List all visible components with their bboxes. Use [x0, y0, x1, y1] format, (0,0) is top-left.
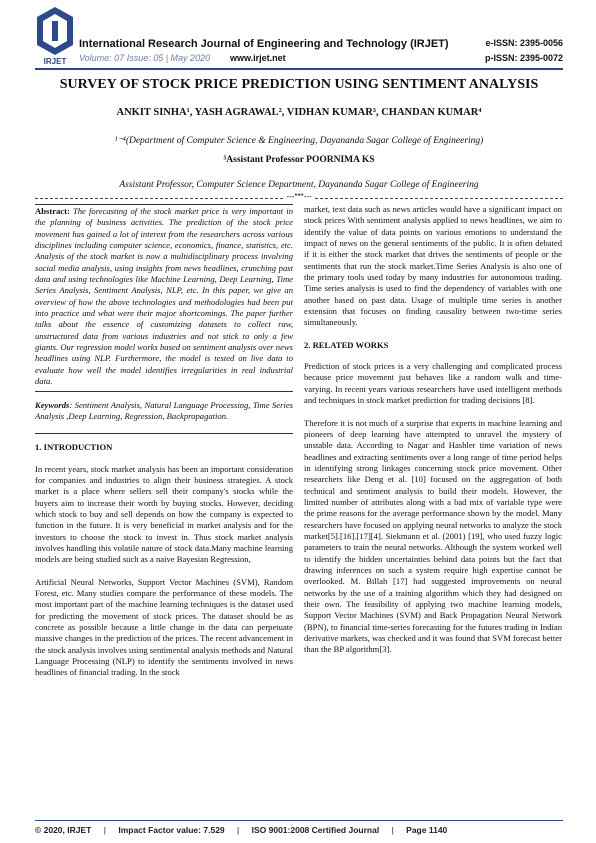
- journal-title: International Research Journal of Engineering and Technology (IRJET): [79, 38, 449, 50]
- irjet-logo: [35, 5, 75, 67]
- intro-paragraph-3: market, text data such as news articles would have a significant impact on stock prices With sentiment analysis applied to news headlines, we aim to identify the value of data points on various emotions to understand the impact of news on the general sentiments of the public. It is often debated if it is either the stock market that drives the sentiments of people or the sentiments that run the stock market.Time Series Analysis is also one of the primary tools used today by many industries for autonomous trading. Time series analysis is used to find the dependency of variables with one another based on past data. Usage of multiple time series is another extension that focuses on finding causality between two-time series simultaneously.: [304, 204, 562, 328]
- advisor-name: ⁵Assistant Professor POORNIMA KS: [223, 155, 375, 165]
- keywords-block: [35, 400, 293, 423]
- page-footer: © 2020, IRJET | Impact Factor value: 7.529 | ISO 9001:2008 Certified Journal | Page 1140: [35, 820, 563, 835]
- keywords-text: : Sentiment Analysis, Natural Language Processing, Time Series Analysis ,Deep Learning, Regression, Backpropagation.: [35, 399, 293, 421]
- footer-copyright: © 2020, IRJET: [35, 825, 92, 835]
- abstract-block: [35, 204, 293, 392]
- section-separator: [35, 194, 563, 202]
- e-issn: e-ISSN: 2395-0056: [485, 38, 563, 48]
- keywords-label: Keywords: [35, 399, 70, 410]
- abstract-label: Abstract:: [35, 206, 70, 216]
- footer-page-number: Page 1140: [406, 825, 448, 835]
- header-rule: [35, 68, 563, 70]
- advisor-affiliation: Assistant Professor, Computer Science Department, Dayananda Sagar College of Engineering: [119, 180, 479, 190]
- author-affiliation: ¹⁻⁴(Department of Computer Science & Engineering, Dayananda Sagar College of Engineering): [114, 136, 484, 146]
- footer-iso: ISO 9001:2008 Certified Journal: [251, 825, 380, 835]
- svg-text:IRJET: IRJET: [43, 57, 67, 66]
- footer-impact-label: Impact Factor value:: [118, 825, 201, 835]
- left-column: [35, 204, 293, 690]
- paper-authors: ANKIT SINHA¹, YASH AGRAWAL², VIDHAN KUMAR³, CHANDAN KUMAR⁴: [116, 107, 482, 118]
- right-column: [304, 204, 562, 667]
- p-issn: p-ISSN: 2395-0072: [484, 53, 563, 63]
- separator-mark: ---***---: [286, 192, 312, 201]
- intro-paragraph-2: Artificial Neural Networks, Support Vector Machines (SVM), Random Forest, etc. Many studies compare the performance of these models. The most important part of the machine learning techniques is the dataset used for predicting the movement of stock prices. The dataset should be as concrete as possible because a little change in the data can perpetuate massive changes in the prediction of the prices. The recent advancement in the stock analysis involves using sentimental analysis methods and Natural Language Processing (NLP) to identify the sentiments involved in news headlines of financial trading. In the stock: [35, 576, 294, 678]
- abstract-text: The forecasting of the stock market price is very important in the planning of business activities. The prediction of the stock price movement has gained a lot of interest from the researchers across various disciplines including computer science, economics, finance, statistics, etc. Analysis of the stock market is now a multidisciplinary process involving social media analysis, using insights from news headlines, crunching past data and using technologies like Machine Learning, Deep Learning, Time Series Analysis, Sentiment Analysis, NLP, etc. In this paper, we give an overview of how the above technologies and methodologies had been put into practice and what were their major shortcomings. The paper further talks about the essence of customizing datasets to collect raw, unstructured data from various industries and not stick to only a few giants. Our regression model works based on sentiment analysis over news headlines using NLP. Furthermore, the model is tested on live data to evaluate how well the model identifies irregularities in real industrial data.: [35, 206, 293, 387]
- volume-issue: Volume: 07 Issue: 05 | May 2020: [79, 53, 211, 63]
- related-paragraph-2: Therefore it is not much of a surprise that experts in machine learning and pioneers of deep learning have attempted to unravel the mystery of unstable data. According to Nagar and Hashler time variation of news headlines and extracting sentiments over a long range of time period helps in identifying strong linkages concerning stock price movement. Other researchers like Deng et al. [10] focused on the aggregation of both technical and sentiment analysis to build their models. However, the limited number of attributes along with a bad mix of variable type were the prime reasons for the average performance shown by the model. Many researchers have focused on applying neural networks to analyze the stock market[5].[16].[17][4]. Siekmann et al. (2001) [19], who used fuzzy logic parameters to train the neural networks. Although the system worked well to identify the hidden uncertainties behind data points but the fact that drawing inferences on such a system require high expertise cannot be overlooked. M. Billah [17] had suggested improvements on neural networks by the use of a training algorithm which they had designed on their own. The feasibility of applying two machine learning models, Support Vector Machines (SVM) and Back Propagation Neural Network (BPN), to financial time-series forecasting for the futures trading in Indian derivative markets, was checked and it was found that SVM forecast better than the BP algorithm[3].: [304, 417, 562, 655]
- section-heading-introduction: 1. INTRODUCTION: [35, 442, 113, 453]
- paper-title: SURVEY OF STOCK PRICE PREDICTION USING SENTIMENT ANALYSIS: [59, 77, 539, 92]
- intro-paragraph-1: In recent years, stock market analysis has been an important consideration for companies and industries to align their business strategies. A stock market is a place where sellers sell their company's stocks while the buyers aim to increase their worth by buying stocks. However, deciding which stock to buy and sell depends on how the company is expected to function in the future. It is very beneficial in market analysis and for the investors to choose the stock to invest in. Thus stock market analysis involves handling this volatile nature of stock data.Many machine learning models are being studied such as a naive Bayesian Regression,: [35, 463, 293, 565]
- journal-header: [35, 0, 563, 68]
- footer-impact-value: 7.529: [203, 825, 225, 835]
- journal-website[interactable]: www.irjet.net: [230, 53, 286, 63]
- section-heading-related-works: 2. RELATED WORKS: [304, 339, 389, 350]
- related-paragraph-1: Prediction of stock prices is a very challenging and complicated process because price movement just behaves like a random walk and time-varying. In recent years various researchers have used intelligent methods and techniques in stock market prediction for trading decisions [8].: [304, 361, 562, 406]
